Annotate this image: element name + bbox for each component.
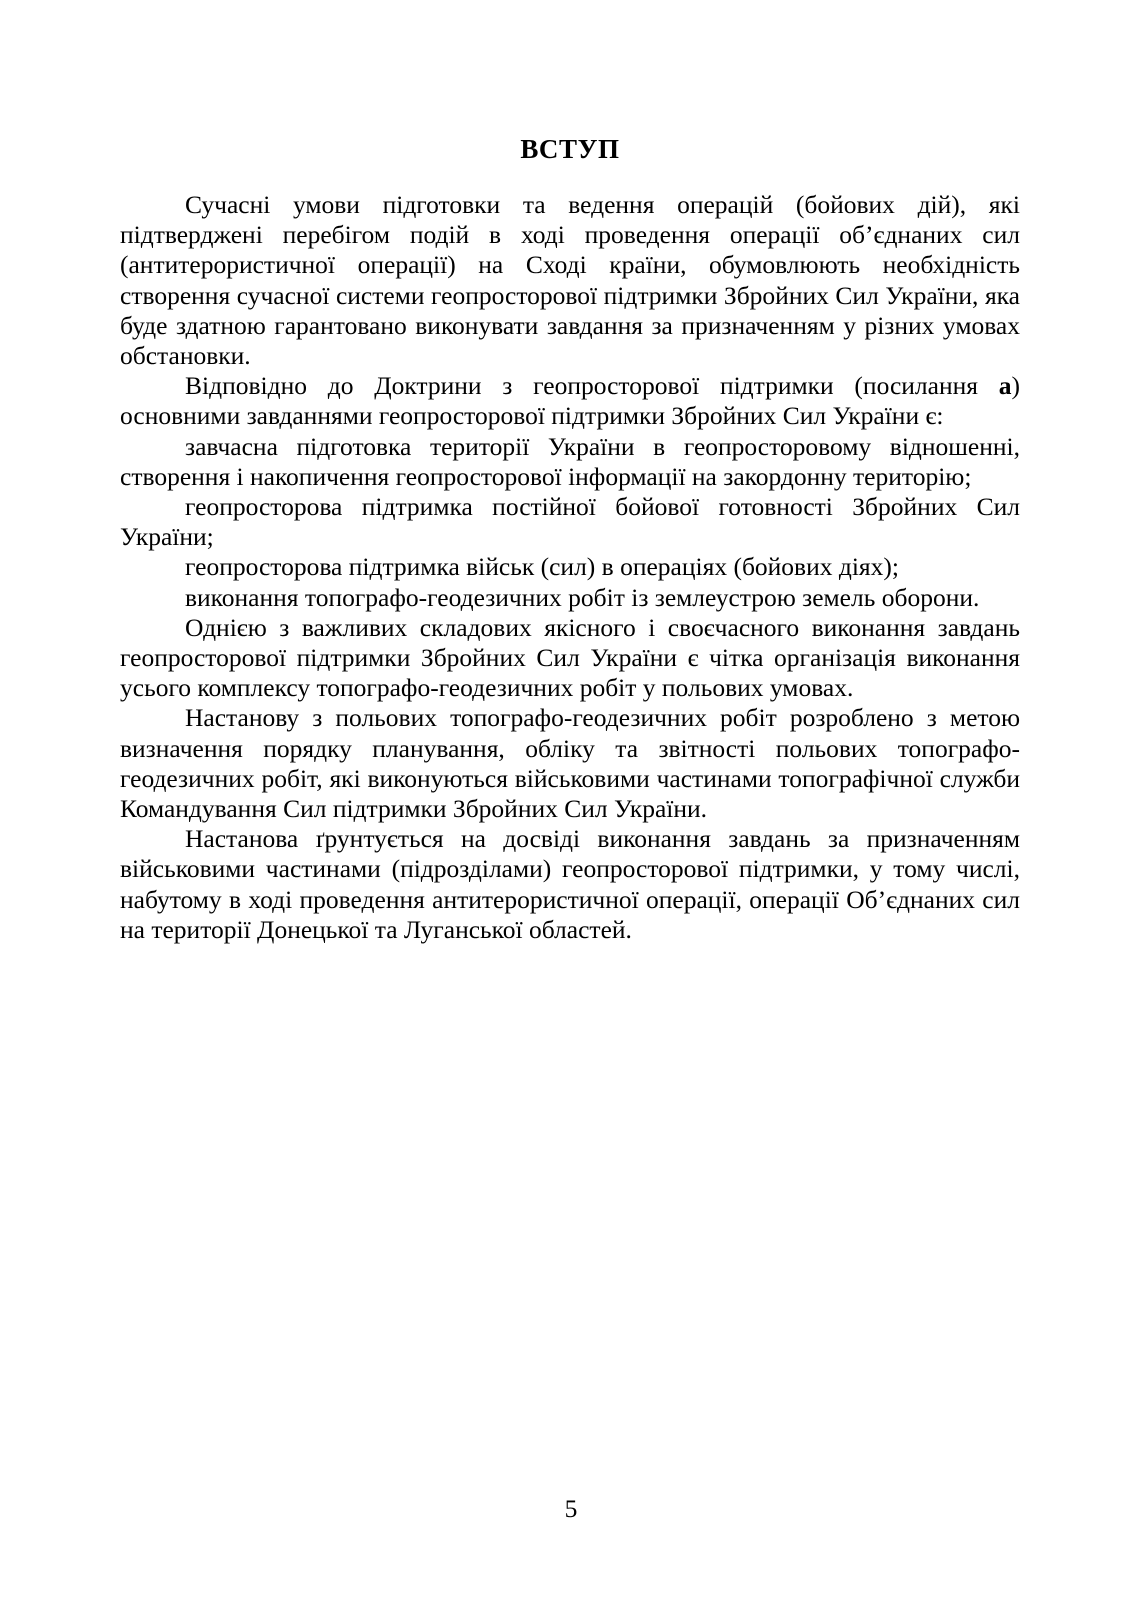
paragraph-intro: Сучасні умови підготовки та ведення операцій (бойових дій), які підтверджені перебігом подій в ході проведення операції об’єднаних сил (антитерористичної операції) на Сході країни, обумовлюють необхідність створення сучасної системи геопросторової підтримки Збройних Сил України, яка буде здатною гарантовано виконувати завдання за призначенням у різних умовах обстановки. [120, 190, 1020, 371]
doctrine-text-before-reference: Відповідно до Доктрини з геопросторової підтримки (посилання [185, 371, 999, 401]
paragraph-doctrine-lead [120, 371, 1020, 431]
page-title: ВСТУП [520, 134, 620, 164]
page-content [120, 0, 1020, 945]
paragraph-manual-purpose: Настанову з польових топографо-геодезичних робіт розроблено з метою визначення порядку планування, обліку та звітності польових топографо-геодезичних робіт, які виконуються військовими частинами топографічної служби Командування Сил підтримки Збройних Сил України. [120, 703, 1020, 824]
reference-marker: а [998, 371, 1012, 401]
paragraph-quality-organization: Однією з важливих складових якісного і своєчасного виконання завдань геопросторової підтримки Збройних Сил України є чітка організація виконання усього комплексу топографо-геодезичних робіт у польових умовах. [120, 612, 1020, 703]
doctrine-text-after-reference: ) основними завданнями геопросторової підтримки Збройних Сил України є: [120, 371, 1020, 431]
task-item-4: виконання топографо-геодезичних робіт із землеустрою земель оборони. [185, 582, 980, 612]
task-item-2: геопросторова підтримка постійної бойової готовності Збройних Сил України; [120, 492, 1020, 552]
page-number: 5 [564, 1494, 578, 1523]
paragraph-manual-basis: Настанова ґрунтується на досвіді виконання завдань за призначенням військовими частинами (підрозділами) геопросторової підтримки, у тому числі, набутому в ході проведення антитерористичної операції, операції Об’єднаних сил на території Донецької та Луганської областей. [120, 824, 1020, 944]
task-item-3: геопросторова підтримка військ (сил) в операціях (бойових діях); [185, 552, 899, 582]
body-text [120, 164, 1020, 945]
task-item-1: завчасна підготовка території України в геопросторовому відношенні, створення і накопичення геопросторової інформації на закордонну територію; [120, 431, 1020, 491]
